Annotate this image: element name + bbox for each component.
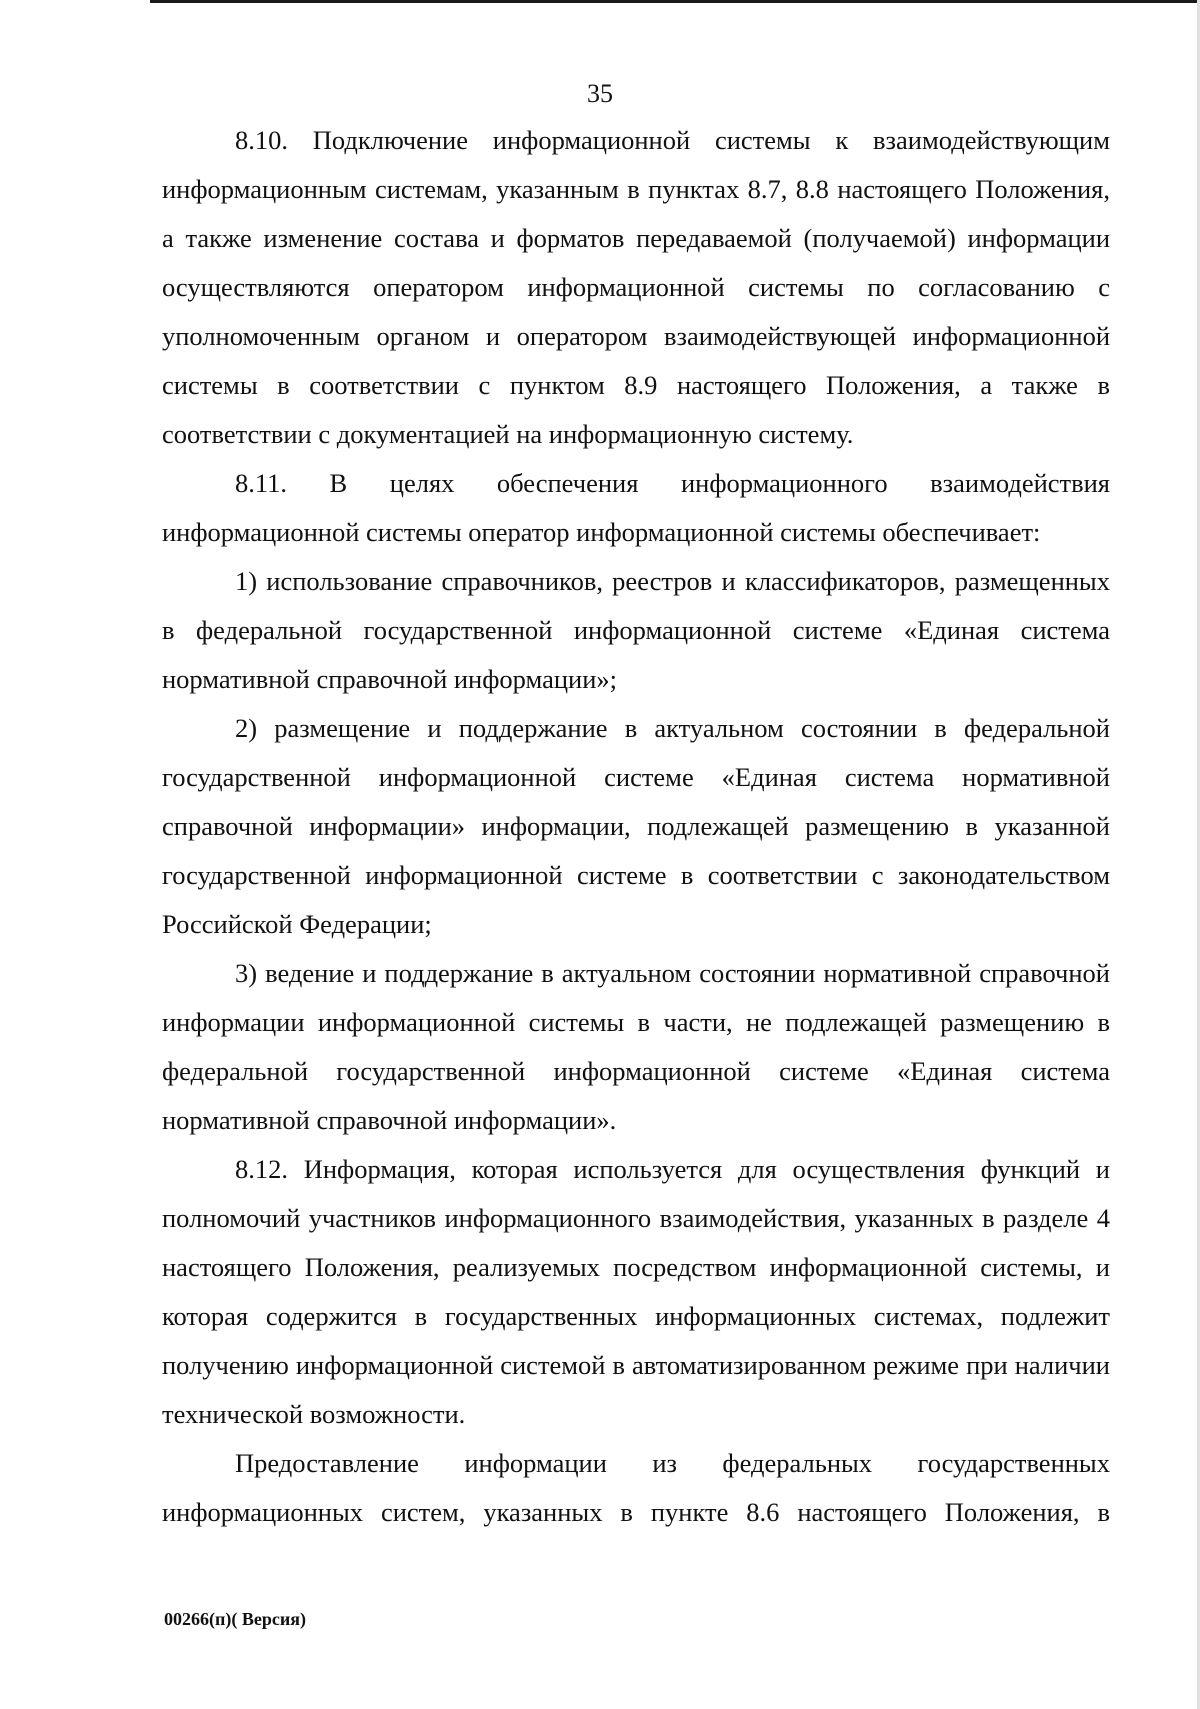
- document-version: ( Версия): [231, 1609, 306, 1629]
- list-item-3: 3) ведение и поддержание в актуальном состоянии нормативной справочной информации информационной системы в части, не подлежащей размещению в федеральной государственной информационной системе «Единая система нормативной справочной информации».: [162, 958, 1110, 1135]
- document-body: [162, 116, 1110, 1537]
- paragraph-8-11: 8.11. В целях обеспечения информационного взаимодействия информационной системы оператор информационной системы обеспечивает:: [162, 468, 1110, 547]
- scan-top-edge: [150, 0, 1200, 3]
- list-item-2: 2) размещение и поддержание в актуальном состоянии в федеральной государственной информационной системе «Единая система нормативной справочной информации» информации, подлежащей размещению в указанной государственной информационной системе в соответствии с законодательством Российской Федерации;: [162, 713, 1110, 939]
- paragraph-provision-continued: Предоставление информации из федеральных государственных информационных систем, указанных в пункте 8.6 настоящего Положения, в: [162, 1448, 1110, 1527]
- list-item-1: 1) использование справочников, реестров и классификаторов, размещенных в федеральной государственной информационной системе «Единая система нормативной справочной информации»;: [162, 566, 1110, 694]
- document-footer-code: [164, 1606, 306, 1632]
- page-number: 35: [587, 79, 613, 108]
- document-code: 00266(п): [164, 1609, 232, 1629]
- paragraph-8-12: 8.12. Информация, которая используется для осуществления функций и полномочий участников информационного взаимодействия, указанных в разделе 4 настоящего Положения, реализуемых посредством информационной системы, и которая содержится в государственных информационных системах, подлежит получению информационной системой в автоматизированном режиме при наличии технической возможности.: [162, 1154, 1110, 1429]
- paragraph-8-10: 8.10. Подключение информационной системы к взаимодействующим информационным системам, указанным в пунктах 8.7, 8.8 настоящего Положения, а также изменение состава и форматов передаваемой (получаемой) информации осуществляются оператором информационной системы по согласованию с уполномоченным органом и оператором взаимодействующей информационной системы в соответствии с пунктом 8.9 настоящего Положения, а также в соответствии с документацией на информационную систему.: [162, 125, 1110, 449]
